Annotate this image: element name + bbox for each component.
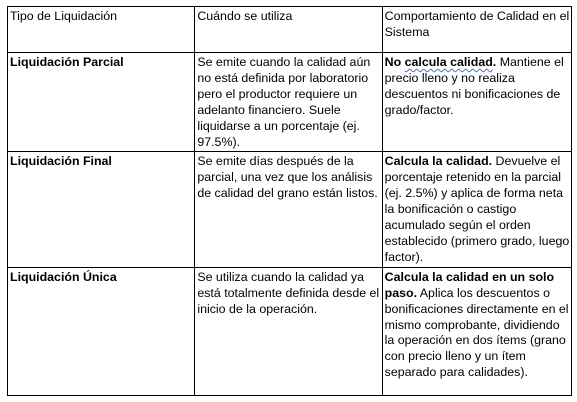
behavior-bold-text: Calcula la calidad en un solo paso. [384, 269, 555, 300]
header-cell-type: Tipo de Liquidación [8, 7, 195, 53]
behavior-bold-prefix: No [384, 55, 405, 69]
header-cell-usage: Cuándo se utiliza [195, 7, 382, 53]
cell-usage: Se emite días después de la parcial, una vez que los análisis de calidad del grano están listos. [195, 152, 382, 267]
cell-behavior [382, 53, 571, 152]
cell-behavior [382, 152, 571, 267]
spellcheck-underlined-text: calcula calidad [404, 55, 493, 69]
behavior-text: Mantiene el precio lleno y no realiza descuentos ni bonificaciones de grado/factor. [384, 55, 564, 117]
behavior-bold-text: Calcula la calidad. [384, 154, 493, 169]
table-row [8, 152, 572, 267]
table-row [8, 267, 572, 395]
cell-type: Liquidación Única [8, 267, 195, 395]
table-row [8, 53, 572, 152]
header-cell-behavior: Comportamiento de Calidad en el Sistema [382, 7, 571, 53]
cell-usage: Se emite cuando la calidad aún no está definida por laboratorio pero el productor requiere un adelanto financiero. Suele liquidarse a un porcentaje (ej. 97.5%). [195, 53, 382, 152]
cell-type: Liquidación Final [8, 152, 195, 267]
liquidation-table [7, 6, 572, 396]
cell-type: Liquidación Parcial [8, 53, 195, 152]
cell-behavior [382, 267, 571, 395]
cell-usage: Se utiliza cuando la calidad ya está totalmente definida desde el inicio de la operación. [195, 267, 382, 395]
behavior-text: Aplica los descuentos o bonificaciones directamente en el mismo comprobante, dividiendo la operación en dos ítems (grano con precio lleno y un ítem separado para calidades). [384, 285, 569, 380]
table-header-row [8, 7, 572, 53]
behavior-bold-suffix: . [492, 55, 497, 69]
behavior-text: Devuelve el porcentaje retenido en la parcial (ej. 2.5%) y aplica de forma neta la bonificación o castigo acumulado según el orden establecido (primero grado, luego factor). [384, 154, 570, 264]
